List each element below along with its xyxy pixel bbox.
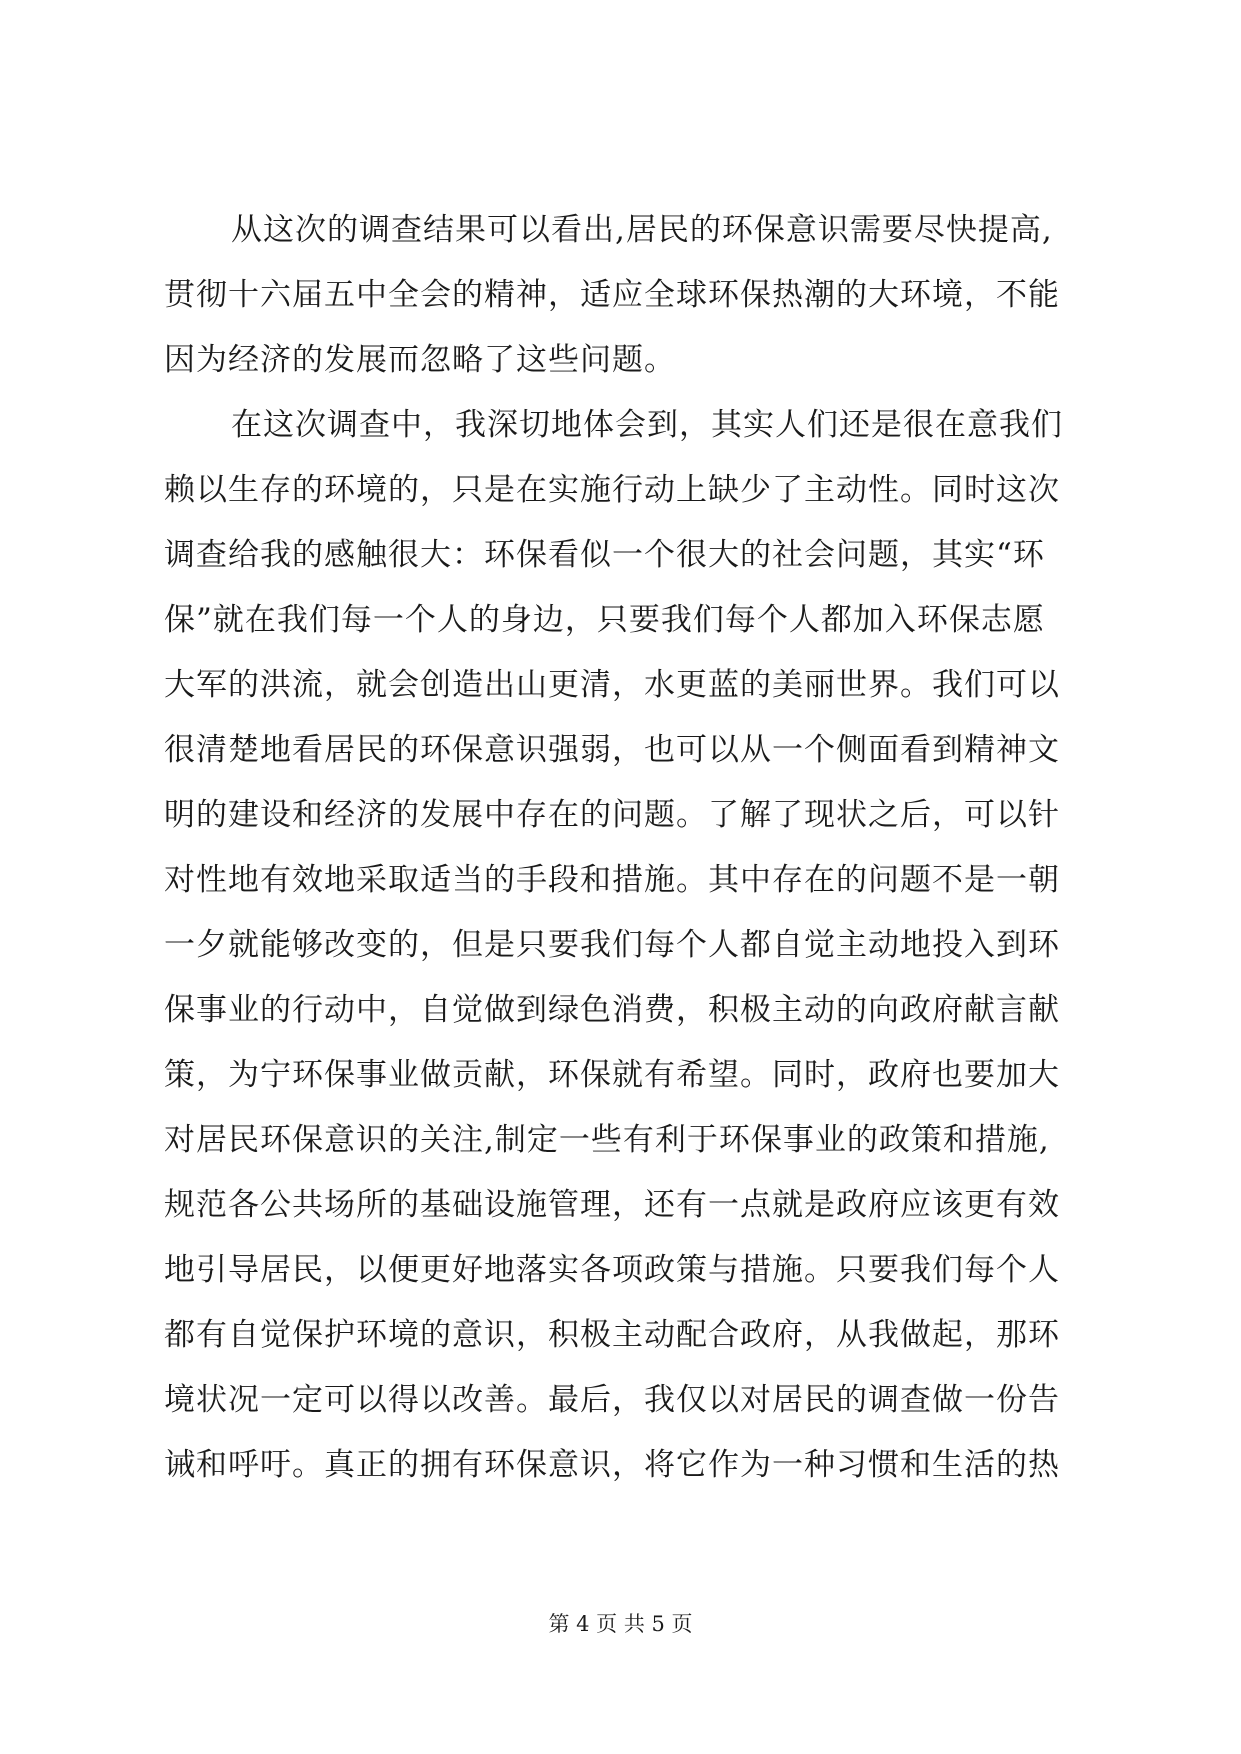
text-line: 从这次的调查结果可以看出,居民的环保意识需要尽快提高, bbox=[231, 212, 1053, 248]
paragraph bbox=[164, 393, 1104, 1498]
text-line: 在这次调查中，我深切地体会到，其实人们还是很在意我们 bbox=[231, 407, 1063, 443]
text-line: 一夕就能够改变的，但是只要我们每个人都自觉主动地投入到环 bbox=[164, 927, 1060, 963]
page-number-footer: 第 4 页 共 5 页 bbox=[548, 1612, 693, 1636]
document-body bbox=[164, 198, 1104, 1498]
text-line: 明的建设和经济的发展中存在的问题。了解了现状之后，可以针 bbox=[164, 797, 1060, 833]
text-line: 大军的洪流，就会创造出山更清，水更蓝的美丽世界。我们可以 bbox=[164, 667, 1060, 703]
text-line: 地引导居民，以便更好地落实各项政策与措施。只要我们每个人 bbox=[164, 1252, 1060, 1288]
text-line: 规范各公共场所的基础设施管理，还有一点就是政府应该更有效 bbox=[164, 1187, 1060, 1223]
text-line: 因为经济的发展而忽略了这些问题。 bbox=[164, 342, 676, 378]
text-line: 策，为宁环保事业做贡献，环保就有希望。同时，政府也要加大 bbox=[164, 1057, 1060, 1093]
text-line: 很清楚地看居民的环保意识强弱，也可以从一个侧面看到精神文 bbox=[164, 732, 1060, 768]
text-line: 贯彻十六届五中全会的精神，适应全球环保热潮的大环境，不能 bbox=[164, 277, 1060, 313]
text-line: 都有自觉保护环境的意识，积极主动配合政府，从我做起，那环 bbox=[164, 1317, 1060, 1353]
text-line: 保”就在我们每一个人的身边，只要我们每个人都加入环保志愿 bbox=[164, 602, 1045, 638]
text-line: 调查给我的感触很大：环保看似一个很大的社会问题，其实“环 bbox=[164, 537, 1045, 573]
text-line: 保事业的行动中，自觉做到绿色消费，积极主动的向政府献言献 bbox=[164, 992, 1060, 1028]
text-line: 境状况一定可以得以改善。最后，我仅以对居民的调查做一份告 bbox=[164, 1382, 1060, 1418]
text-line: 诫和呼吁。真正的拥有环保意识，将它作为一种习惯和生活的热 bbox=[164, 1447, 1060, 1483]
text-line: 赖以生存的环境的，只是在实施行动上缺少了主动性。同时这次 bbox=[164, 472, 1060, 508]
text-line: 对性地有效地采取适当的手段和措施。其中存在的问题不是一朝 bbox=[164, 862, 1060, 898]
paragraph bbox=[164, 198, 1104, 393]
text-line: 对居民环保意识的关注,制定一些有利于环保事业的政策和措施, bbox=[164, 1122, 1050, 1158]
